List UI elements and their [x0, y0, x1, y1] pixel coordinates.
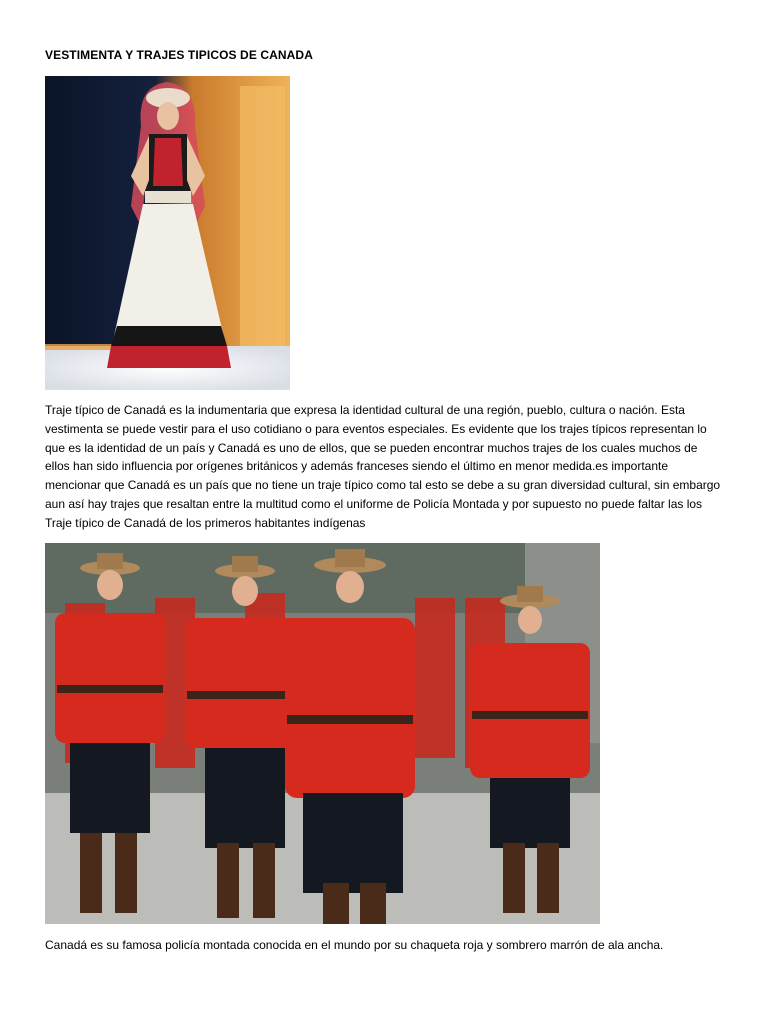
document-title: VESTIMENTA Y TRAJES TIPICOS DE CANADA [45, 48, 313, 62]
indigenous-costume-photo [45, 76, 290, 390]
mounted-police-photo [45, 543, 600, 924]
intro-paragraph: Traje típico de Canadá es la indumentaria que expresa la identidad cultural de una región, pueblo, cultura o nación. Esta vestimenta se puede vestir para el uso cotidiano o para eventos especiales. Es evidente que los trajes típicos representan lo que es la identidad de un país y Canadá es uno de ellos, que se pueden encontrar muchos trajes de los cuales muchos de ellos han sido influencia por orígenes británicos y además franceses siendo el último en menor medida.es importante mencionar que Canadá es un país que no tiene un traje típico como tal esto se debe a su gran diversidad cultural, sin embargo aun así hay trajes que resaltan entre la multitud como el uniforme de Policía Montada y por supuesto no puede faltar las los Traje típico de Canadá de los primeros habitantes indígenas [45, 403, 721, 530]
caption-paragraph: Canadá es su famosa policía montada conocida en el mundo por su chaqueta roja y sombrero marrón de ala ancha. [45, 938, 664, 952]
